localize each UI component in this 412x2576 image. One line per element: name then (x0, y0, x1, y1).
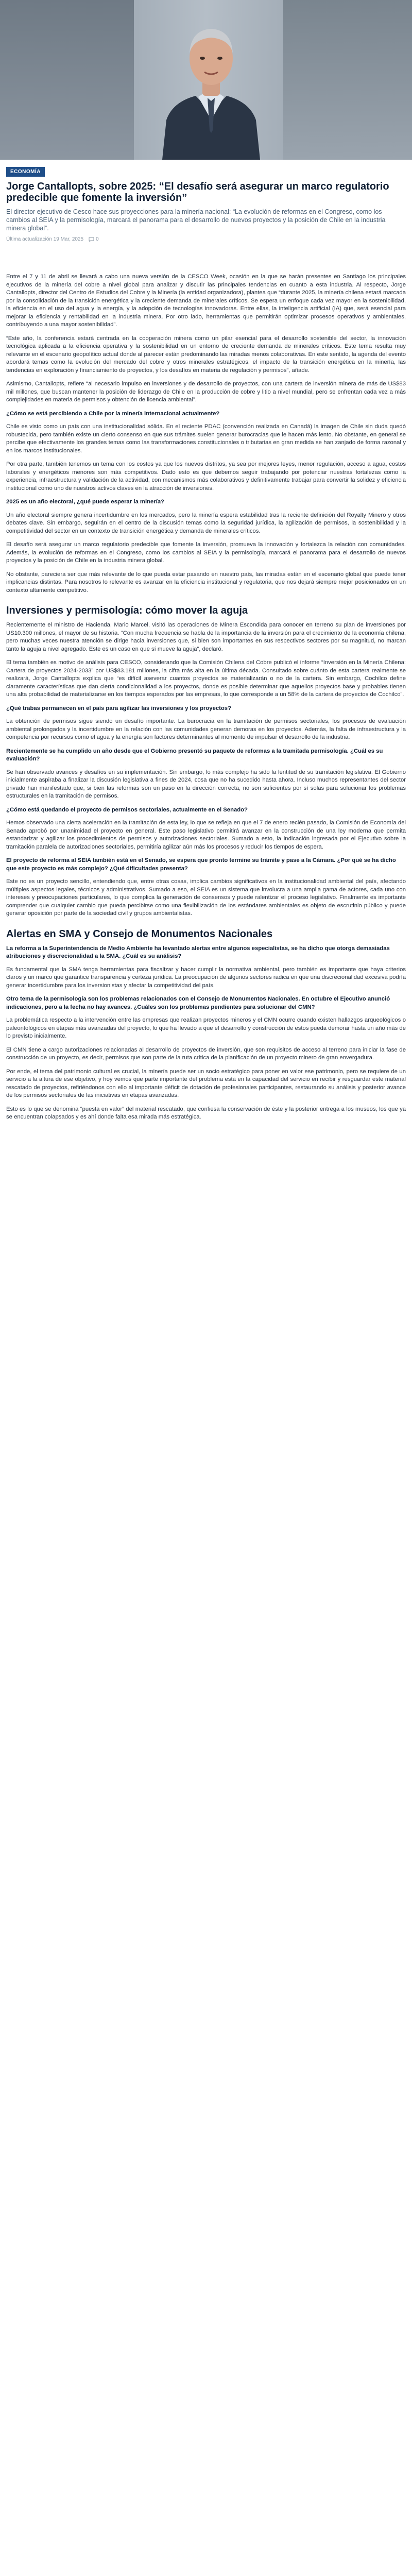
body-paragraph: Chile es visto como un país con una institucionalidad sólida. En el reciente PDAC (convención realizada en Canadá) la imagen de Chile sin duda quedó robustecida, pero también existe un cierto consenso en que sus trámites suelen generar burocracias que le hacen más lento. No obstante, en general se percibe que efectivamente los grandes temas como las transformaciones constitucionales o tributarias en gran medida se han zanjado de forma razonal y en los marcos institucionales. (6, 423, 406, 454)
background-shelf-left (0, 0, 134, 160)
body-paragraph: Esto es lo que se denomina “puesta en valor” del material rescatado, que confiesa la conservación de éste y la posterior entrega a los museos, los que ya se encuentran colapsados y es ahí donde falta esa mirada más estratégica. (6, 1106, 406, 1120)
portrait-figure (157, 9, 265, 160)
body-paragraph: El tema también es motivo de análisis para CESCO, considerando que la Comisión Chilena del Cobre publicó el informe “Inversión en la Minería Chilena: Cartera de proyectos 2024-2033” por US$83.181 millones, la cifra más alta en la última década. Consultado sobre cuánto de esta cartera realmente se realizará, Jorge Cantallopts explica que “es difícil aseverar cuantos proyectos se materializarán o no de la cartera. Sin embargo, Cochilco define claramente características que dan cierta condicionalidad a los proyectos, donde es posible determinar que aquellos proyectos base y probables tienen una alta probabilidad de materializarse en los tiempos esperados por las empresas, lo que corresponde a un 58% de la cartera de proyectos de Cochilco”. (6, 659, 406, 698)
article-meta (6, 236, 406, 242)
interview-question: ¿Cómo se está percibiendo a Chile por la minería internacional actualmente? (6, 410, 220, 417)
comment-icon (89, 237, 94, 242)
body-paragraph: No obstante, pareciera ser que más relevante de lo que pueda estar pasando en nuestro país, las miradas están en el escenario global que puede tener implicancias distintas. Para nosotros lo relevante es avanzar en la eficiencia institucional y regulatoria, que nos dejará siempre mejor posicionados en un contexto altamente competitivo. (6, 571, 406, 594)
interview-question: Recientemente se ha cumplido un año desde que el Gobierno presentó su paquete de reformas a la tramitada permisología. ¿Cuál es su evaluación? (6, 748, 383, 762)
body-paragraph: Entre el 7 y 11 de abril se llevará a cabo una nueva versión de la CESCO Week, ocasión en la que se harán presentes en Santiago los principales ejecutivos de la minería del cobre a nivel global para analizar y discutir las principales tendencias en cuanto a esta industria. Al respecto, Jorge Cantallopts, director del Centro de Estudios del Cobre y la Minería (la entidad organizadora), plantea que “durante 2025, la minería chilena estará marcada por la consolidación de la transición energética y la creciente demanda de minerales críticos. Se espera un enfoque cada vez mayor en la sostenibilidad, la eficiencia en el uso del agua y la energía, y la adopción de tecnologías innovadoras. Entre ellas, la inteligencia artificial (IA) que, será esencial para mejorar la eficiencia y rentabilidad en la industria minera. Por otro lado, herramientas que permitirán optimizar procesos operativos y ambientales, contribuyendo a una mayor sostenibilidad”. (6, 274, 406, 328)
section-heading: Inversiones y permisología: cómo mover la aguja (6, 605, 248, 616)
body-paragraph: “Este año, la conferencia estará centrada en la cooperación minera como un pilar esencial para el desarrollo sostenible del sector, la innovación tecnológica aplicada a la eficiencia operativa y la sostenibilidad en un entorno de creciente demanda de minerales críticos. Este tema resulta muy relevante en el escenario geopolítico actual donde al parecer están predominando las miradas menos colaborativas. En este sentido, la agenda del evento abordará temas como la evolución del mercado del cobre y otros minerales estratégicos, el impacto de la transición energética en la minería, las tendencias en exploración y financiamiento de proyectos, y los desafíos en materia de regulación y permisos”, añade. (6, 335, 406, 374)
body-paragraph: Recientemente el ministro de Hacienda, Mario Marcel, visitó las operaciones de Minera Escondida para conocer en terreno su plan de inversiones por US10.300 millones, el mayor de su historia. “Con mucha frecuencia se habla de la importancia de la inversión para el crecimiento de la economía chilena, pero muchas veces nuestra atención se dirige hacia inversiones que, si bien son importantes en sus respectivos sectores por su magnitud, no marcan tanto la aguja a nivel agregado. Este es un caso en que sí mueve la aguja”, declaró. (6, 622, 406, 652)
comments-count: 0 (96, 236, 99, 242)
body-paragraph: La problemática respecto a la intervención entre las empresas que realizan proyectos mineros y el CMN ocurre cuando existen hallazgos arqueológicos o paleontológicos en etapas más avanzadas del proyecto, lo que ha llevado a que el desarrollo y construcción de estos pueda demorar hasta un año más de lo previsto inicialmente. (6, 1017, 406, 1039)
article-content (0, 160, 412, 1122)
interview-question: 2025 es un año electoral, ¿qué puede esperar la minería? (6, 499, 165, 505)
body-paragraph: Asimismo, Cantallopts, refiere “al necesario impulso en inversiones y de desarrollo de proyectos, con una cartera de inversión minera de más de US$83 mil millones, que buscan mantener la posición de liderazgo de Chile en la producción de cobre y litio a nivel mundial, pero se enfrentan cada vez a más complejidades en materia de permisos y obtención de licencia ambiental”. (6, 381, 406, 403)
body-paragraph: Hemos observado una cierta aceleración en la tramitación de esta ley, lo que se refleja en que el 7 de enero recién pasado, la Comisión de Economía del Senado aprobó por unanimidad el proyecto en general. Este paso legislativo permitirá avanzar en la construcción de una ley moderna que permita estandarizar y agilizar los procedimientos de permisos y autorizaciones sectoriales. Sumado a esto, la indicación ingresada por el Ejecutivo sobre la tramitación paralela de autorizaciones sectoriales, permitiría agilizar aún más los procesos y reducir los tiempos de espera. (6, 820, 406, 850)
interview-question: Otro tema de la permisología son los problemas relacionados con el Consejo de Monumentos Nacionales. En octubre el Ejecutivo anunció indicaciones, pero a la fecha no hay avances. ¿Cuáles son los problemas pendientes para solucionar del CMN? (6, 996, 390, 1010)
body-paragraph: Por ende, el tema del patrimonio cultural es crucial, la minería puede ser un socio estratégico para poner en valor ese patrimonio, pero se requiere de un servicio a la altura de ese objetivo, y hoy vemos que parte importante del problema está en la capacidad del servicio en recibir y resguardar este material rescatado de proyectos, refiriéndonos con ello al importante déficit de dotación de profesionales participantes, restaurando su análisis y posterior avance de los permisos sectoriales de las iniciativas en etapas avanzadas. (6, 1068, 406, 1098)
interview-question: ¿Qué trabas permanecen en el país para agilizar las inversiones y los proyectos? (6, 705, 231, 711)
section-heading: Alertas en SMA y Consejo de Monumentos Nacionales (6, 928, 273, 940)
interview-question: La reforma a la Superintendencia de Medio Ambiente ha levantado alertas entre algunos especialistas, se ha dicho que otorga demasiadas atribuciones y discrecionalidad a la SMA. ¿Cuál es su análisis? (6, 945, 390, 959)
interview-question: ¿Cómo está quedando el proyecto de permisos sectoriales, actualmente en el Senado? (6, 806, 248, 813)
updated-label: Última actualización 19 Mar, 2025 (6, 236, 84, 242)
body-paragraph: Este no es un proyecto sencillo, entendiendo que, entre otras cosas, implica cambios significativos en la institucionalidad ambiental del país, afectando múltiples aspectos legales, técnicos y administrativos. Sumado a eso, el SEIA es un sistema que involucra a una amplia gama de actores, cada uno con intereses y preocupaciones particulares, lo que complica la generación de consensos y puede ralentizar el proceso legislativo. Finalmente es importante comprender que cualquier cambio que pueda percibirse como una flexibilización de los estándares ambientales es objeto de escrutinio público y puede generar oposición por parte de la sociedad civil y grupos ambientalistas. (6, 878, 406, 917)
background-shelf-right (283, 0, 412, 160)
article-lead: El director ejecutivo de Cesco hace sus proyecciones para la minería nacional: “La evolución de reformas en el Congreso, como los cambios al SEIA y la permisología, marcará el panorama para el desarrollo de nuevos proyectos y la posición de Chile en la industria minera global”. (6, 208, 386, 232)
body-paragraph: La obtención de permisos sigue siendo un desafío importante. La burocracia en la tramitación de permisos sectoriales, los procesos de evaluación ambiental prolongados y la incertidumbre en la relación con las comunidades generan demoras en los proyectos. Además, la falta de infraestructura y la competencia por recursos como el agua y la energía son factores determinantes al momento de impulsar el desarrollo de la industria. (6, 718, 406, 740)
body-paragraph: El CMN tiene a cargo autorizaciones relacionadas al desarrollo de proyectos de inversión, que son requisitos de acceso al terreno para iniciar la fase de construcción de un proyecto, es decir, permisos que son parte de la ruta crítica de la planificación de un proyecto minero de gran envergadura. (6, 1046, 406, 1061)
category-badge[interactable]: ECONOMÍA (6, 167, 45, 177)
body-paragraph: Por otra parte, también tenemos un tema con los costos ya que los nuevos distritos, ya sea por mejores leyes, menor regulación, acceso a agua, costos laborales y energéticos menores son más competitivos. Dado esto es que debemos seguir trabajando por potenciar nuestras fortalezas como la experiencia, infraestructura y validación de la actividad, con mecanismos más colaborativos y definitivamente trabajar para convertir la solidez y eficiencia institucional como uno de nuestros activos claves en la atracción de inversiones. (6, 461, 406, 492)
body-paragraph: El desafío será asegurar un marco regulatorio predecible que fomente la inversión, promueva la innovación y fortalezca la relación con comunidades. Además, la evolución de reformas en el Congreso, como los cambios al SEIA y la permisología, marcará el panorama para el desarrollo de nuevos proyectos y la posición de Chile en la industria minera global. (6, 541, 406, 564)
article-body (6, 273, 406, 1122)
body-paragraph: Se han observado avances y desafíos en su implementación. Sin embargo, lo más complejo ha sido la lentitud de su tramitación legislativa. El Gobierno inicialmente aspiraba a finalizar la discusión legislativa a fines de 2024, cosa que no ha sucedido hasta ahora. Incluso muchos representantes del sector privado han manifestado que, si bien las reformas son un paso en la dirección correcta, no son suficientes por sí solas para solucionar los problemas estructurales en la tramitación de permisos. (6, 769, 406, 799)
article-title: Jorge Cantallopts, sobre 2025: “El desafío será asegurar un marco regulatorio predecible que fomente la inversión” (6, 181, 389, 204)
body-paragraph: Un año electoral siempre genera incertidumbre en los mercados, pero la minería espera estabilidad tras la reciente definición del Royalty Minero y otros debates clave. Sin embargo, seguirán en el centro de la discusión temas como la seguridad jurídica, la agilización de permisos, la sostenibilidad y la competitividad del sector en un contexto de transición energética y demanda de minerales críticos. (6, 512, 406, 534)
article-page (0, 0, 412, 1122)
body-paragraph: Es fundamental que la SMA tenga herramientas para fiscalizar y hacer cumplir la normativa ambiental, pero también es importante que haya criterios claros y un marco que garantice transparencia y certeza jurídica. La preocupación de algunos sectores radica en que una discrecionalidad excesiva podría generar incertidumbre para los inversionistas y afectar la competitividad del país. (6, 966, 406, 989)
comments-link[interactable] (89, 236, 99, 242)
hero-photo (0, 0, 412, 160)
interview-question: El proyecto de reforma al SEIA también está en el Senado, se espera que pronto termine su trámite y pase a la Cámara. ¿Por qué se ha dicho que este proyecto es más complejo? ¿Qué dificultades presenta? (6, 857, 396, 872)
